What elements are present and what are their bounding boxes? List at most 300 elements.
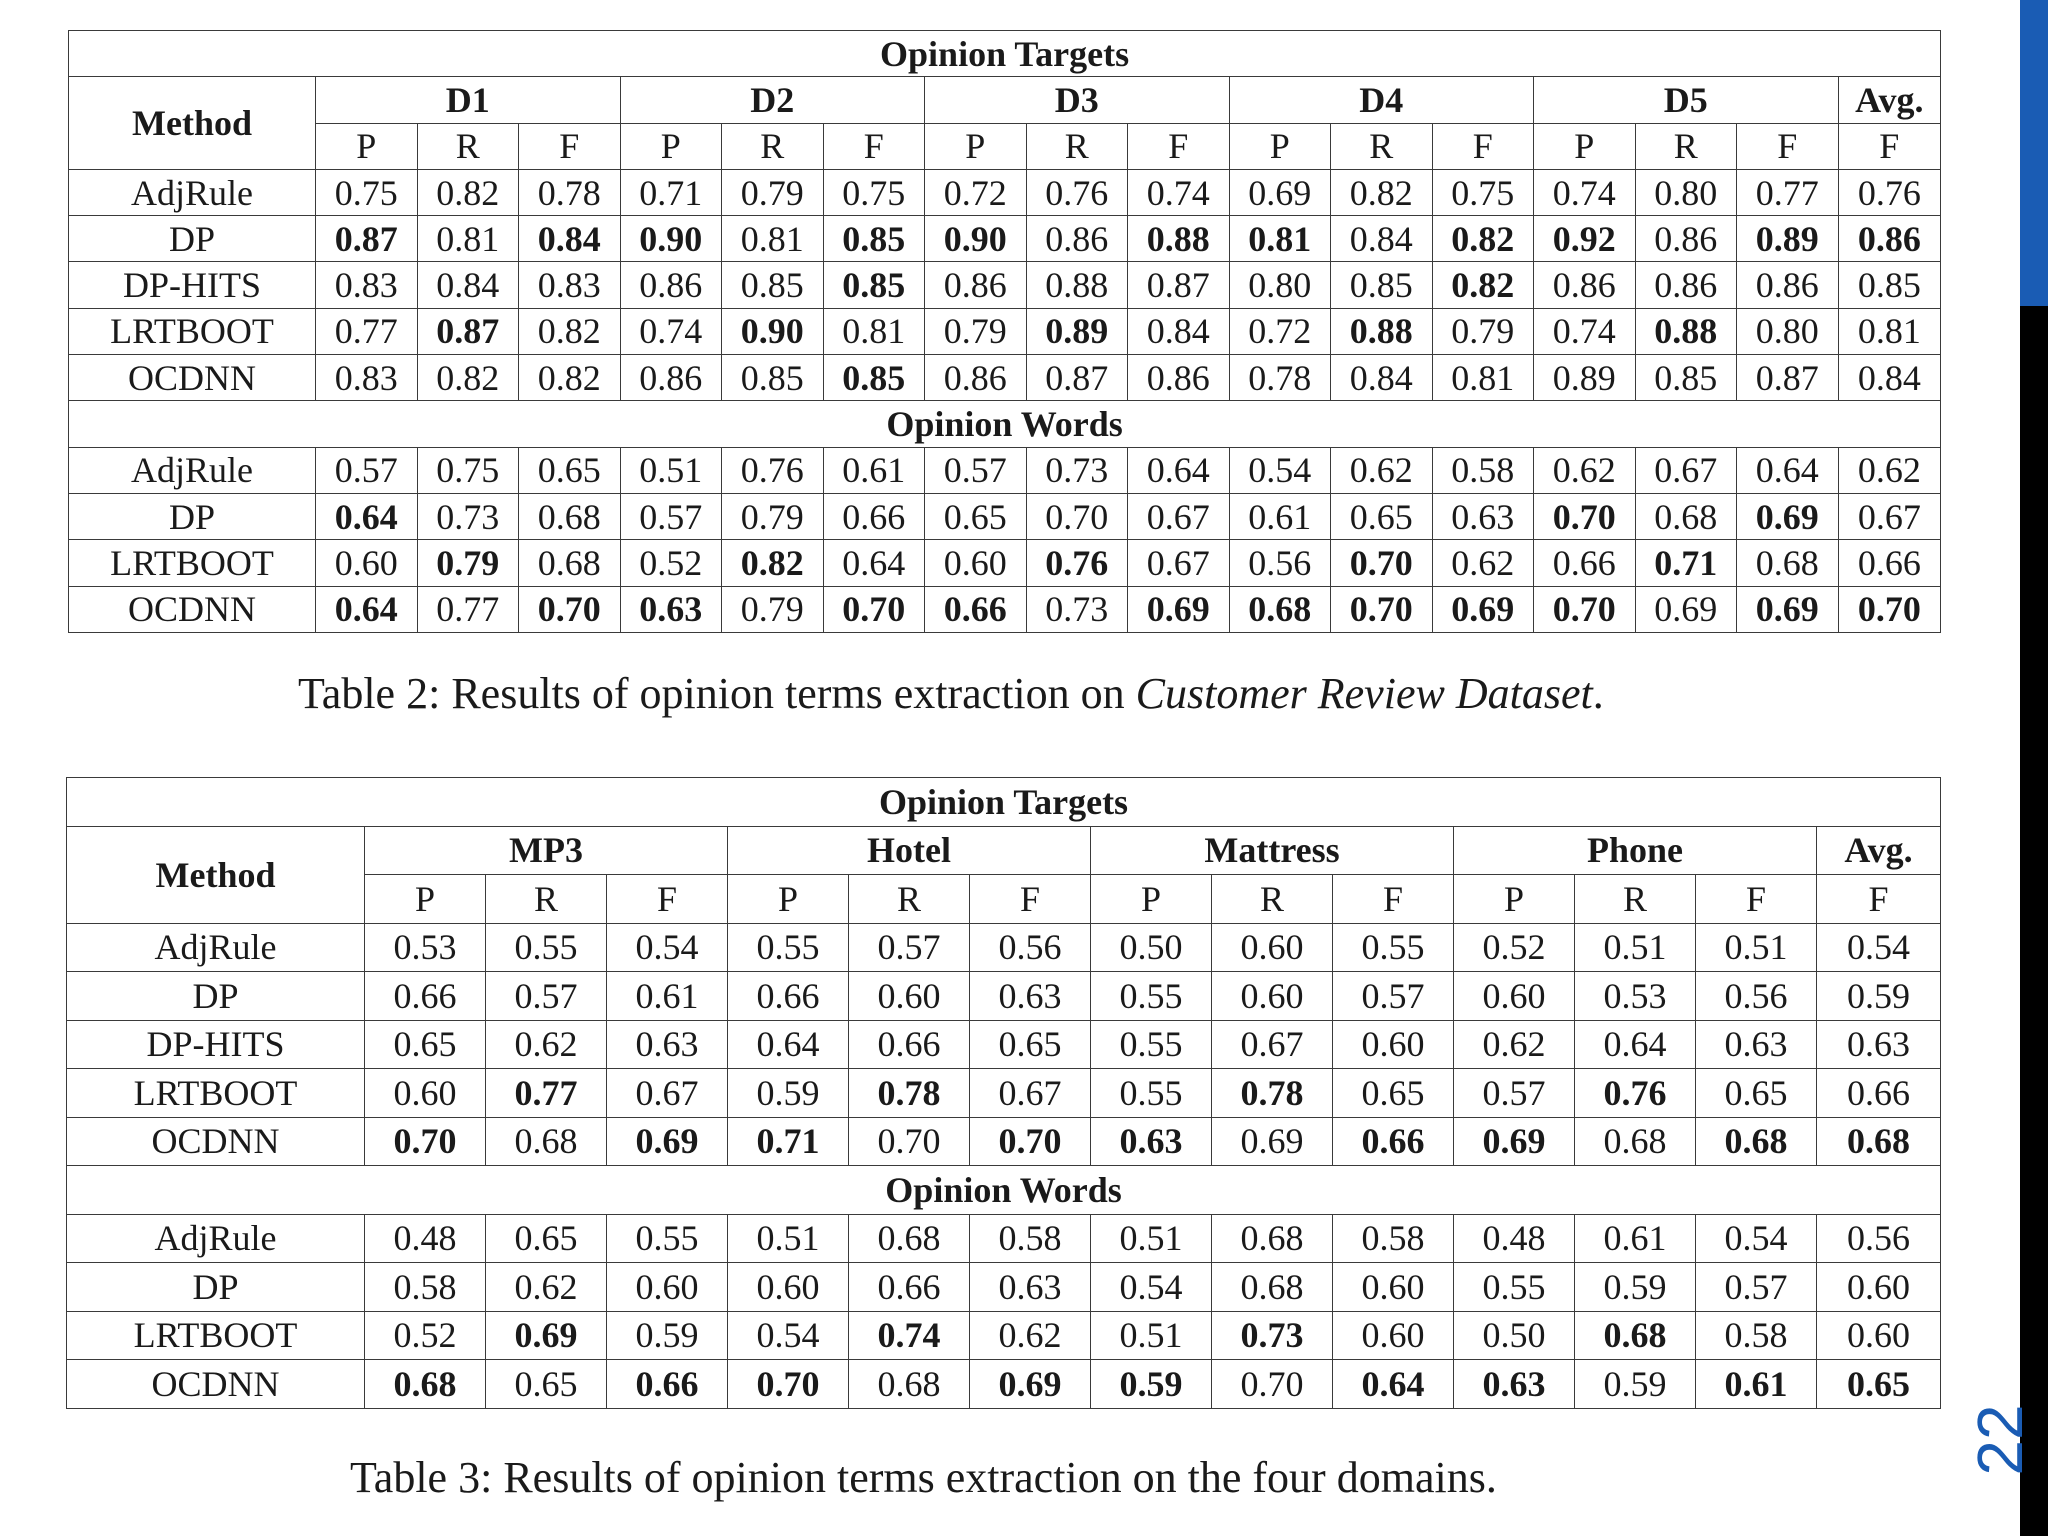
score-cell: 0.48 [1454,1214,1575,1263]
section-header-row [69,31,1941,77]
score-cell: 0.60 [1212,972,1333,1021]
score-cell: 0.57 [316,447,418,493]
score-cell: 0.86 [1635,262,1737,308]
score-cell: 0.61 [607,972,728,1021]
score-cell: 0.69 [1432,586,1534,632]
metric-header: P [316,123,418,169]
caption-period: . [1592,669,1604,718]
score-cell: 0.80 [1229,262,1331,308]
score-cell: 0.59 [607,1311,728,1360]
score-cell: 0.66 [823,493,925,539]
score-cell: 0.68 [1575,1311,1696,1360]
score-cell: 0.66 [849,1263,970,1312]
score-cell: 0.89 [1534,355,1636,401]
score-cell: 0.54 [728,1311,849,1360]
table-2-caption [298,668,1604,719]
score-cell: 0.90 [925,216,1027,262]
method-name: DP-HITS [67,1020,365,1069]
score-cell: 0.89 [1026,308,1128,354]
score-cell: 0.79 [722,169,824,215]
metric-header: P [1454,875,1575,924]
score-cell: 0.74 [1534,308,1636,354]
metric-header: P [1091,875,1212,924]
score-cell: 0.51 [728,1214,849,1263]
caption-text: Table 2: Results of opinion terms extraction on [298,669,1136,718]
score-cell: 0.61 [823,447,925,493]
score-cell: 0.68 [365,1360,486,1409]
score-cell: 0.60 [1212,923,1333,972]
score-cell: 0.89 [1737,216,1839,262]
score-cell: 0.51 [620,447,722,493]
score-cell: 0.70 [1534,586,1636,632]
metric-header: P [1534,123,1636,169]
score-cell: 0.62 [1838,447,1941,493]
group-header-row [67,826,1941,875]
score-cell: 0.70 [519,586,621,632]
score-cell: 0.54 [1229,447,1331,493]
metric-header: F [823,123,925,169]
score-cell: 0.85 [1635,355,1737,401]
score-cell: 0.85 [1838,262,1941,308]
table-row [69,586,1941,632]
score-cell: 0.81 [1838,308,1941,354]
score-cell: 0.60 [1817,1311,1941,1360]
score-cell: 0.55 [1333,923,1454,972]
score-cell: 0.51 [1091,1311,1212,1360]
score-cell: 0.66 [728,972,849,1021]
score-cell: 0.66 [1534,540,1636,586]
score-cell: 0.87 [1737,355,1839,401]
group-header: Avg. [1838,77,1941,123]
score-cell: 0.67 [1212,1020,1333,1069]
group-header: D4 [1229,77,1534,123]
score-cell: 0.55 [1454,1263,1575,1312]
score-cell: 0.51 [1696,923,1817,972]
method-header: Method [67,826,365,923]
score-cell: 0.68 [1737,540,1839,586]
score-cell: 0.77 [316,308,418,354]
score-cell: 0.64 [1128,447,1230,493]
score-cell: 0.60 [728,1263,849,1312]
score-cell: 0.51 [1575,923,1696,972]
score-cell: 0.86 [925,262,1027,308]
section-header-row [67,778,1941,827]
score-cell: 0.68 [849,1360,970,1409]
score-cell: 0.65 [519,447,621,493]
score-cell: 0.70 [849,1117,970,1166]
score-cell: 0.73 [417,493,519,539]
method-name: LRTBOOT [67,1311,365,1360]
score-cell: 0.70 [1838,586,1941,632]
method-header: Method [69,77,316,170]
metric-header: R [1026,123,1128,169]
metric-header: R [1212,875,1333,924]
score-cell: 0.86 [1635,216,1737,262]
method-name: DP [67,1263,365,1312]
score-cell: 0.69 [1635,586,1737,632]
table-row [69,262,1941,308]
score-cell: 0.62 [486,1263,607,1312]
score-cell: 0.58 [970,1214,1091,1263]
score-cell: 0.52 [620,540,722,586]
side-bar-accent [2020,0,2048,306]
table-row [69,169,1941,215]
score-cell: 0.57 [849,923,970,972]
results-table-2 [68,30,1941,633]
score-cell: 0.69 [1229,169,1331,215]
score-cell: 0.70 [1026,493,1128,539]
score-cell: 0.83 [316,355,418,401]
score-cell: 0.63 [607,1020,728,1069]
score-cell: 0.84 [1331,216,1433,262]
score-cell: 0.65 [1817,1360,1941,1409]
score-cell: 0.68 [1635,493,1737,539]
score-cell: 0.79 [925,308,1027,354]
score-cell: 0.85 [823,355,925,401]
score-cell: 0.63 [970,972,1091,1021]
metric-header: P [620,123,722,169]
score-cell: 0.66 [607,1360,728,1409]
score-cell: 0.58 [1696,1311,1817,1360]
score-cell: 0.64 [316,493,418,539]
score-cell: 0.69 [1737,586,1839,632]
score-cell: 0.86 [620,355,722,401]
score-cell: 0.68 [1696,1117,1817,1166]
table-row [67,972,1941,1021]
score-cell: 0.75 [1432,169,1534,215]
score-cell: 0.71 [1635,540,1737,586]
score-cell: 0.60 [1333,1311,1454,1360]
table-row [67,1263,1941,1312]
score-cell: 0.71 [620,169,722,215]
method-name: OCDNN [69,355,316,401]
results-table-3 [66,777,1941,1409]
method-name: LRTBOOT [67,1069,365,1118]
score-cell: 0.67 [970,1069,1091,1118]
score-cell: 0.69 [486,1311,607,1360]
score-cell: 0.59 [1817,972,1941,1021]
score-cell: 0.57 [620,493,722,539]
group-header: D5 [1534,77,1839,123]
method-name: DP [69,493,316,539]
method-name: DP-HITS [69,262,316,308]
group-header: Hotel [728,826,1091,875]
score-cell: 0.65 [925,493,1027,539]
score-cell: 0.80 [1737,308,1839,354]
score-cell: 0.64 [1333,1360,1454,1409]
method-name: DP [67,972,365,1021]
score-cell: 0.82 [519,308,621,354]
metric-header: R [849,875,970,924]
score-cell: 0.74 [620,308,722,354]
score-cell: 0.62 [1454,1020,1575,1069]
score-cell: 0.52 [365,1311,486,1360]
score-cell: 0.66 [1817,1069,1941,1118]
score-cell: 0.65 [486,1214,607,1263]
score-cell: 0.69 [1454,1117,1575,1166]
metric-header: R [486,875,607,924]
score-cell: 0.51 [1091,1214,1212,1263]
score-cell: 0.69 [1737,493,1839,539]
score-cell: 0.76 [722,447,824,493]
score-cell: 0.68 [519,540,621,586]
score-cell: 0.68 [486,1117,607,1166]
side-scroll-bar [2020,0,2048,1536]
group-header: Phone [1454,826,1817,875]
section-title: Opinion Words [69,401,1941,447]
table-row [67,1214,1941,1263]
score-cell: 0.84 [519,216,621,262]
score-cell: 0.86 [620,262,722,308]
score-cell: 0.67 [607,1069,728,1118]
score-cell: 0.80 [1635,169,1737,215]
score-cell: 0.82 [1432,216,1534,262]
score-cell: 0.63 [970,1263,1091,1312]
score-cell: 0.54 [1091,1263,1212,1312]
score-cell: 0.68 [1212,1214,1333,1263]
score-cell: 0.56 [1696,972,1817,1021]
metric-header: P [925,123,1027,169]
score-cell: 0.55 [1091,1020,1212,1069]
metric-header: F [970,875,1091,924]
score-cell: 0.82 [417,355,519,401]
score-cell: 0.74 [1128,169,1230,215]
score-cell: 0.83 [316,262,418,308]
score-cell: 0.59 [1575,1360,1696,1409]
score-cell: 0.56 [1817,1214,1941,1263]
score-cell: 0.77 [486,1069,607,1118]
score-cell: 0.58 [1333,1214,1454,1263]
score-cell: 0.78 [849,1069,970,1118]
score-cell: 0.74 [1534,169,1636,215]
method-name: OCDNN [67,1117,365,1166]
table-row [69,447,1941,493]
section-header-row [67,1166,1941,1215]
score-cell: 0.73 [1026,586,1128,632]
score-cell: 0.65 [365,1020,486,1069]
score-cell: 0.65 [1331,493,1433,539]
score-cell: 0.69 [970,1360,1091,1409]
score-cell: 0.70 [728,1360,849,1409]
score-cell: 0.81 [417,216,519,262]
score-cell: 0.85 [722,355,824,401]
score-cell: 0.84 [1128,308,1230,354]
score-cell: 0.61 [1575,1214,1696,1263]
score-cell: 0.75 [316,169,418,215]
score-cell: 0.52 [1454,923,1575,972]
score-cell: 0.65 [486,1360,607,1409]
score-cell: 0.60 [1333,1263,1454,1312]
score-cell: 0.64 [823,540,925,586]
metric-header: R [1331,123,1433,169]
group-header: D3 [925,77,1230,123]
score-cell: 0.53 [365,923,486,972]
score-cell: 0.87 [417,308,519,354]
score-cell: 0.88 [1026,262,1128,308]
metric-header: F [1128,123,1230,169]
group-header: MP3 [365,826,728,875]
score-cell: 0.69 [1212,1117,1333,1166]
metric-header: P [728,875,849,924]
score-cell: 0.59 [1091,1360,1212,1409]
score-cell: 0.70 [970,1117,1091,1166]
score-cell: 0.64 [1737,447,1839,493]
score-cell: 0.63 [620,586,722,632]
score-cell: 0.69 [607,1117,728,1166]
table-3-caption: Table 3: Results of opinion terms extraction on the four domains. [350,1453,1497,1502]
score-cell: 0.82 [519,355,621,401]
score-cell: 0.60 [607,1263,728,1312]
score-cell: 0.78 [1229,355,1331,401]
score-cell: 0.63 [1696,1020,1817,1069]
score-cell: 0.59 [728,1069,849,1118]
score-cell: 0.76 [1026,169,1128,215]
group-header-row [69,77,1941,123]
score-cell: 0.70 [1331,540,1433,586]
score-cell: 0.58 [1432,447,1534,493]
score-cell: 0.86 [925,355,1027,401]
score-cell: 0.78 [519,169,621,215]
score-cell: 0.70 [1212,1360,1333,1409]
score-cell: 0.61 [1696,1360,1817,1409]
score-cell: 0.73 [1026,447,1128,493]
metric-header: F [1737,123,1839,169]
score-cell: 0.85 [823,262,925,308]
score-cell: 0.90 [722,308,824,354]
metric-header: R [1575,875,1696,924]
group-header: Avg. [1817,826,1941,875]
metric-header: F [1432,123,1534,169]
metric-header: F [1696,875,1817,924]
score-cell: 0.57 [1333,972,1454,1021]
score-cell: 0.55 [607,1214,728,1263]
score-cell: 0.74 [849,1311,970,1360]
score-cell: 0.87 [316,216,418,262]
table-row [69,308,1941,354]
score-cell: 0.88 [1128,216,1230,262]
score-cell: 0.70 [823,586,925,632]
table-row [67,1311,1941,1360]
score-cell: 0.75 [417,447,519,493]
score-cell: 0.66 [849,1020,970,1069]
score-cell: 0.66 [1333,1117,1454,1166]
score-cell: 0.75 [823,169,925,215]
score-cell: 0.68 [1212,1263,1333,1312]
score-cell: 0.59 [1575,1263,1696,1312]
score-cell: 0.70 [1534,493,1636,539]
table-row [67,1020,1941,1069]
score-cell: 0.58 [365,1263,486,1312]
score-cell: 0.72 [1229,308,1331,354]
score-cell: 0.61 [1229,493,1331,539]
method-name: AdjRule [69,447,316,493]
method-name: OCDNN [67,1360,365,1409]
score-cell: 0.82 [722,540,824,586]
score-cell: 0.63 [1091,1117,1212,1166]
score-cell: 0.69 [1128,586,1230,632]
table-row [67,1360,1941,1409]
score-cell: 0.55 [486,923,607,972]
metric-header: R [1635,123,1737,169]
score-cell: 0.67 [1838,493,1941,539]
score-cell: 0.86 [1534,262,1636,308]
score-cell: 0.81 [823,308,925,354]
score-cell: 0.64 [728,1020,849,1069]
score-cell: 0.81 [722,216,824,262]
score-cell: 0.86 [1128,355,1230,401]
score-cell: 0.62 [1331,447,1433,493]
score-cell: 0.63 [1817,1020,1941,1069]
score-cell: 0.53 [1575,972,1696,1021]
score-cell: 0.62 [1534,447,1636,493]
metric-header: F [1838,123,1941,169]
score-cell: 0.56 [970,923,1091,972]
score-cell: 0.63 [1454,1360,1575,1409]
score-cell: 0.86 [1737,262,1839,308]
method-name: LRTBOOT [69,540,316,586]
table-row [69,355,1941,401]
section-title: Opinion Targets [67,778,1941,827]
score-cell: 0.65 [1333,1069,1454,1118]
score-cell: 0.86 [1026,216,1128,262]
score-cell: 0.55 [728,923,849,972]
score-cell: 0.87 [1128,262,1230,308]
score-cell: 0.64 [316,586,418,632]
score-cell: 0.57 [925,447,1027,493]
group-header: D2 [620,77,925,123]
score-cell: 0.79 [722,493,824,539]
score-cell: 0.62 [970,1311,1091,1360]
score-cell: 0.82 [1331,169,1433,215]
score-cell: 0.83 [519,262,621,308]
score-cell: 0.79 [722,586,824,632]
method-name: AdjRule [67,923,365,972]
section-title: Opinion Targets [69,31,1941,77]
page-number: 22 [1964,1404,2036,1476]
score-cell: 0.88 [1331,308,1433,354]
score-cell: 0.84 [1331,355,1433,401]
score-cell: 0.68 [1575,1117,1696,1166]
score-cell: 0.68 [1817,1117,1941,1166]
table-row [69,493,1941,539]
score-cell: 0.55 [1091,972,1212,1021]
metric-header: F [1333,875,1454,924]
score-cell: 0.48 [365,1214,486,1263]
metric-header: P [1229,123,1331,169]
score-cell: 0.62 [486,1020,607,1069]
score-cell: 0.66 [925,586,1027,632]
group-header: D1 [316,77,621,123]
section-header-row [69,401,1941,447]
score-cell: 0.60 [316,540,418,586]
score-cell: 0.65 [970,1020,1091,1069]
score-cell: 0.57 [1696,1263,1817,1312]
section-title: Opinion Words [67,1166,1941,1215]
score-cell: 0.82 [1432,262,1534,308]
score-cell: 0.87 [1026,355,1128,401]
score-cell: 0.76 [1026,540,1128,586]
score-cell: 0.57 [1454,1069,1575,1118]
score-cell: 0.60 [365,1069,486,1118]
score-cell: 0.76 [1575,1069,1696,1118]
score-cell: 0.92 [1534,216,1636,262]
table-row [67,923,1941,972]
score-cell: 0.50 [1091,923,1212,972]
caption-dataset-name: Customer Review Dataset [1135,669,1593,718]
score-cell: 0.66 [365,972,486,1021]
table-row [69,216,1941,262]
score-cell: 0.60 [1333,1020,1454,1069]
